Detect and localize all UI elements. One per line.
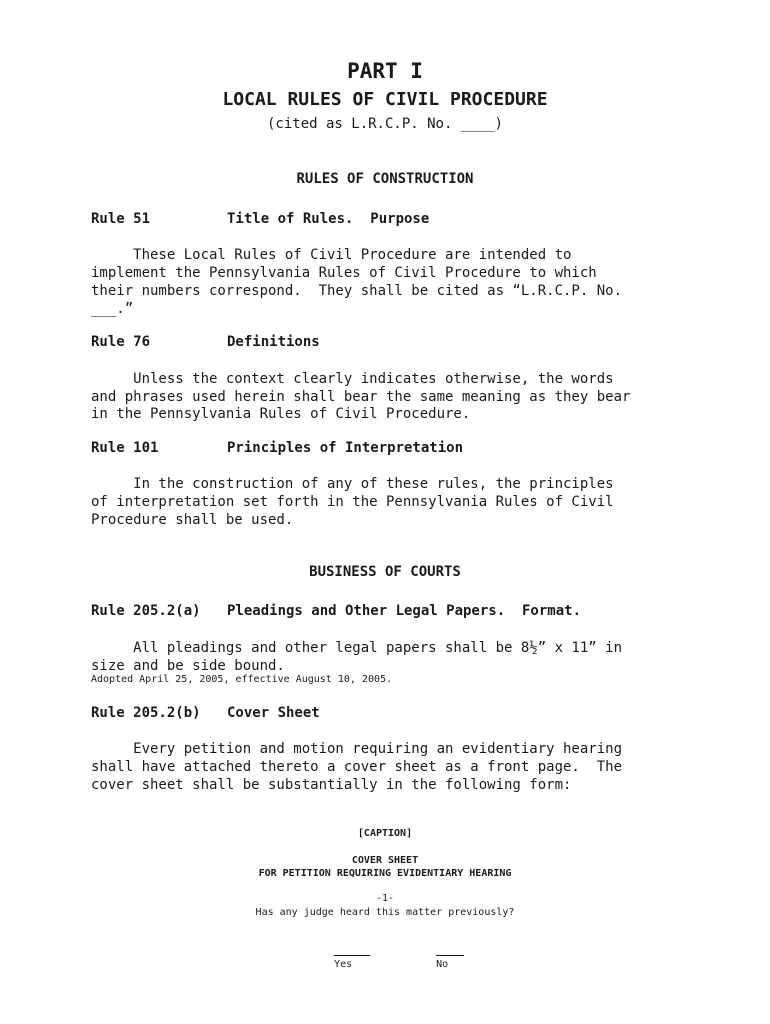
yes-blank: [334, 944, 370, 956]
rule-number: Rule 101: [91, 440, 159, 456]
yes-label: Yes: [334, 959, 353, 970]
rule-text-line: All pleadings and other legal papers shall be 8½” x 11” in: [91, 640, 623, 656]
rule-text-line: In the construction of any of these rules, the principles: [91, 476, 614, 492]
rule-title: Definitions: [227, 334, 320, 350]
citation-note: (cited as L.R.C.P. No. ____): [266, 116, 503, 132]
part-heading: PART I: [347, 59, 423, 83]
rule-title: Title of Rules. Purpose: [227, 211, 430, 227]
rule-text-line: their numbers correspond. They shall be cited as “L.R.C.P. No.: [91, 283, 623, 299]
adoption-note: Adopted April 25, 2005, effective August 10, 2005.: [91, 674, 393, 685]
document-title: LOCAL RULES OF CIVIL PROCEDURE: [222, 89, 548, 110]
rule-number: Rule 205.2(b): [91, 705, 201, 721]
rule-number: Rule 76: [91, 334, 151, 350]
rule-text-line: of interpretation set forth in the Pennsylvania Rules of Civil: [91, 494, 614, 510]
rule-title: Pleadings and Other Legal Papers. Format.: [227, 603, 582, 619]
form-cover-sheet-title: COVER SHEET: [351, 855, 419, 866]
rule-text-line: size and be side bound.: [91, 658, 285, 674]
form-petition-title: FOR PETITION REQUIRING EVIDENTIARY HEARING: [258, 868, 512, 879]
rule-text-line: cover sheet shall be substantially in the following form:: [91, 777, 572, 793]
rule-text-line: shall have attached thereto a cover sheet as a front page. The: [91, 759, 623, 775]
rule-number: Rule 205.2(a): [91, 603, 201, 619]
form-question: Has any judge heard this matter previously?: [255, 907, 515, 918]
form-item-number: -1-: [375, 893, 395, 904]
rule-text-line: implement the Pennsylvania Rules of Civil Procedure to which: [91, 265, 597, 281]
no-option: [412, 933, 464, 981]
rule-text-line: and phrases used herein shall bear the same meaning as they bear: [91, 389, 631, 405]
rule-title: Principles of Interpretation: [227, 440, 464, 456]
section-heading-construction: RULES OF CONSTRUCTION: [296, 171, 474, 187]
rule-text-line: ___.”: [91, 301, 134, 317]
rule-number: Rule 51: [91, 211, 151, 227]
form-caption: [CAPTION]: [357, 828, 413, 839]
rule-title: Cover Sheet: [227, 705, 320, 721]
yes-option: [310, 933, 370, 981]
rule-text-line: These Local Rules of Civil Procedure are intended to: [91, 247, 572, 263]
rule-text-line: Unless the context clearly indicates otherwise, the words: [91, 371, 614, 387]
rule-text-line: in the Pennsylvania Rules of Civil Procedure.: [91, 406, 471, 422]
rule-text-line: Every petition and motion requiring an evidentiary hearing: [91, 741, 623, 757]
section-heading-business: BUSINESS OF COURTS: [309, 564, 461, 580]
rule-text-line: Procedure shall be used.: [91, 512, 294, 528]
no-blank: [436, 944, 464, 956]
no-label: No: [436, 959, 449, 970]
